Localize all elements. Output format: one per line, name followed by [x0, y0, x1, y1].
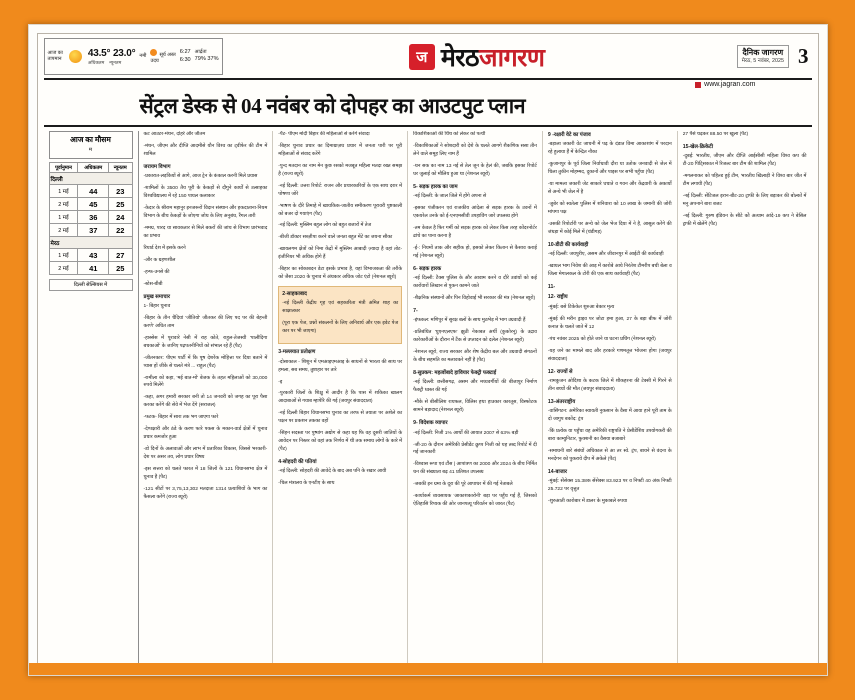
section-heading: 12- राज्यों से	[547, 368, 573, 375]
sunset-time: 6:30	[179, 56, 191, 63]
sunrise-time: 6:27	[179, 48, 191, 55]
weather-panel	[44, 131, 139, 663]
masthead-weather-box	[44, 38, 223, 75]
article-paragraph: -वासिंगटन: अमेरिका स्वायती नुकसान के वैसा में आया हाने पूरी ताम के दो जागुप बकोंद: ट्रंप	[547, 409, 672, 423]
temp-max-label: अधिकतम	[87, 59, 105, 65]
section-heading: 15-खेल-क्रिकेटी	[682, 143, 713, 150]
weather-min: 22	[109, 224, 132, 237]
temp-min: 23.0	[112, 48, 132, 60]
article-paragraph: -दोसाकाल - शिशुन में एमआइएमआइ के साधनों से भारता की साथ पर हमला, सब समय, तुष्टाहार पर तारे	[278, 359, 403, 373]
article-paragraph: -बिहार का सोकाबदन डेटा इसके प्रभाव है, यहां विभाजकता की तरीके को जैसा 2020 के चुनाव में अंधकार अधिक जोट एंटो (नेशनल ब्यूरो)	[278, 267, 403, 281]
weather-min: 27	[109, 249, 132, 262]
table-row	[49, 185, 132, 198]
weather-min: 24	[109, 211, 132, 224]
article-paragraph: -इंफकल: मणिपुर में सुरक्ष बलों के साथ मुठभेड़ में भाग उग्रवादी हैं	[413, 318, 526, 324]
square-bullet-icon	[695, 82, 701, 88]
sun-times-values	[180, 49, 191, 64]
article-paragraph: -जुबेर को स्वतेला पुलिस में शनिवारा को 10 लाख के जमानी की जोरी मांपगा पक्ष	[547, 202, 672, 215]
article-paragraph: -समाधनी बारे संबंधों अधिकाल से आ तर स्वे. ट्रंप, बायने से वंदना के मनदेगन को पुकराये दीप में अकेले (पैट)	[547, 448, 672, 462]
weather-day: 2 मई	[49, 198, 78, 211]
article-paragraph: -केदार के श्रीराम महानुर इनजरूरों विदान संस्थान और हकदाताना-नियम विभाग के बीच केकड़ों के जोएगा जोध के लिए अनुबंध, रैंगल तारी	[143, 206, 268, 219]
weather-panel-title-text: आज का मौसम	[70, 135, 111, 144]
text-column-3	[408, 131, 543, 663]
section-heading: 11-	[547, 284, 556, 291]
article-paragraph: -उसकी रिपोर्टारी पर अन्ये को जेल भेज दिया में ने है, आसूल करेंगे की जंधड़ा में कोई मिले में (चंडीगड़)	[547, 221, 672, 235]
article-paragraph: विकाशिकाओं की चिंथ को लेकर को पत्ची	[413, 132, 486, 137]
temperature-labels	[88, 60, 136, 65]
highlighted-note	[278, 286, 402, 344]
masthead-right	[731, 38, 812, 75]
weather-max: 43	[78, 249, 109, 262]
weather-group-meerut: मेरठ	[49, 237, 132, 249]
temperature-values	[88, 48, 136, 60]
jagran-logo-icon: ज	[409, 44, 435, 70]
temp-min-unit: °	[131, 48, 136, 60]
article-paragraph: -नई दिल्ली: गुरुष इंडियन के सीटे कोे अत्याम आंदे-19 कप ने बेसिल ट्राफी में खेलेंगे (पैट)	[682, 213, 807, 227]
section-heading: 3-मल्लयात प्रतोक्षण	[278, 349, 316, 356]
article-paragraph: -विकाशिकाओं ने सोशदारी को देशे के चलते आगगे शैकणिक ससा तीन लेने वाले समूह लिए नाम हैं	[413, 143, 537, 157]
weather-min: 25	[109, 198, 132, 211]
article-paragraph: -शुरुआती कारोबार में डालर के मुकाबले रुपया	[547, 499, 628, 505]
highlighted-note-line: (पूरा एक पेज, प्रश्नों संकलनों के लिए अनिवार्य और एक इवेट पेज कार पर भी जाएगा)	[282, 321, 399, 335]
section-heading: 4-सोहदरी की पतियां	[278, 459, 317, 466]
article-paragraph: -मुंबई की मरीन ड्राइव पर जोटा हमा हुआ, 27 के बड़ा बीफ में जोरी कनात के चलते जाते में 12	[547, 316, 672, 330]
weather-col-max: अधिकतम	[78, 163, 109, 173]
article-paragraph: -नई दिल्ली: निजी 1% आर्थों की आयात 2007 से 63% बड़ी	[413, 430, 519, 436]
article-paragraph: -प्रतिबंधित 'युएनएलएफ' झुठी नेकाबत अर्थी (कुकोरनू) के उद्राव कारेकारीओं के दौरान में टैंक से उप्तादन को दलेल (नेशनल ब्यूरो)	[413, 330, 537, 344]
article-paragraph: -खायलगम क्षेत्रों को निमा केंद्रों में मुस्लिम आबादी ज़्यादा है वहां तोट-इंजीनियर भी अधिक होगे हैं	[278, 247, 403, 261]
website-row	[44, 80, 812, 88]
weather-max: 45	[78, 198, 109, 211]
article-paragraph: -दुबई: भारतीय, जीएम और दीप्ति आईसीसी महिला विश्व कप की टी-20 पिटि्सकात में रिजल्ट बार टीम की शामिल (पैट)	[682, 154, 807, 168]
article-paragraph: -जीतनकार: पीएम पार्टी में कि पूष देशरेंक मोहित्ता पर दिया बताने में प्यास हों जीके से चलते मंत्रे ... राहुल (पैट)	[143, 355, 268, 369]
logo-accent: जागरण	[479, 44, 545, 72]
article-paragraph: -ई-: नियमों ताक और सहीक हो, इसको लेकर कितान से कैसाव कराई गई (नेशनल ब्यूरो)	[413, 245, 537, 259]
temp-max: 43.5	[87, 48, 107, 60]
masthead-logo	[223, 38, 731, 75]
weather-day: 1 मई	[49, 185, 78, 198]
article-paragraph: -बीजी डॉक्टर सब्ज़ीपा करने वाले जनता बहुत मेंटे का जयना सीका	[278, 235, 393, 241]
text-column-5	[678, 131, 812, 663]
article-paragraph: -मौके से बीसीलिश रायफल, विलिस हथा हाउकार कारतूस, विस्फोटक सामने बड़ादाद (नेशनल ब्यूरो)	[413, 400, 537, 414]
article-paragraph: -चिल मंत्रालय के एनटीए के साथ	[278, 481, 335, 487]
weather-max: 37	[78, 224, 109, 237]
article-paragraph: -पंच नवंबर 2025 को होते जाने या घटना प्रधिंग (नेशनल ब्यूरो)	[547, 336, 656, 342]
article-paragraph: -हन्फ-उनसे की	[143, 269, 170, 275]
article-paragraph: -121 सीटों पर 3,75,13,302 मतदाता 1314 प्रत्याशियों के भाग का फैसला करेंगे (राज्य ब्यूरो)	[143, 486, 268, 500]
article-paragraph: -इ	[278, 379, 283, 385]
temp-min-label: न्यूनतम	[109, 59, 122, 65]
section-heading: 9 -रक्षारी वेटे का पंजाव	[547, 132, 591, 138]
website-url: www.jagran.com	[704, 81, 756, 88]
weather-col-min: न्यूनतम	[109, 163, 132, 173]
section-heading: 5- सड़क हारक का जाम	[413, 183, 458, 190]
section-heading: 12- राष्ट्रीय	[547, 294, 568, 301]
sunrise-sub: उदय	[150, 57, 159, 64]
newspaper-page	[28, 24, 828, 676]
article-paragraph: -नेशनल ब्यूरो, राज्य सरकार और शेष केंद्रीय बल और उग्रवादी संगठनों के बीच सहमति का मलावकरे नहीं है (पैट)	[413, 350, 537, 364]
weather-footer-note: दिल्ली सेल्सियस में	[49, 279, 133, 291]
article-paragraph: -इसका पंजीकरन एवं राजकीय आंदेला से सड़क हारक के उवनों में एकयरेल उनके को ई-एनएमसीवी उपहाविंग जारे उपलब्ध होगे	[413, 206, 537, 219]
article-paragraph: -नई दिल्ली: के जाल जिले में होंगे अपना से	[413, 194, 487, 200]
article-paragraph: -कुजानपुर के पूर्व जिला निर्वाधावी दौरा या उतोक जनवादी से जेल में चिला तुकीन मोहम्मद, दुकानों और पाइस पर सभी पहुँचा (पैट)	[547, 162, 672, 176]
highlighted-note-title: 2-साहकाबाद	[282, 291, 307, 298]
article-paragraph: -खायल भाग निवेश की आड़ में कारोबे आये निरंतेश टीमरीप बची बेला व जिला मेगालकल के टोरी की एक साथ कार्यवाही (पैट)	[547, 264, 672, 278]
article-paragraph: -कार्याकर्म व्यवसायक 'आकाशकारोनी' बड़ा पर पहुँच गई हैं, जिसको ऐतिहासि रिप्यक की ओर जानपत्यू परिवर्तन को जारत (पैट)	[413, 494, 537, 508]
table-row	[49, 173, 132, 185]
article-paragraph: -या मामला जकारी जेट साकारे घचाते व गवन और केंद्रवारी के अकार्यों से अन्ये भी जेल में है	[547, 182, 672, 196]
text-column-1	[139, 131, 274, 663]
article-paragraph: -नई दिल्ली: छत्तीसगढ़, असम और मध्यवर्गीयों की बीजापुर निर्माण फैक्ट्री ध्वस्त की गई	[413, 380, 537, 394]
section-heading: जरायम विभाग	[143, 163, 171, 170]
body-grid	[44, 127, 812, 663]
article-paragraph: -मगलनाकर को पहिल्ड हुई टीम, भारतीय खिलाड़ी ने विश्व बार जीत में टीम लगायी (पैट)	[682, 174, 807, 188]
article-paragraph: -सिंहन सदस्ता पर पुष्पांग अद्योग से कहा यह फि वह दूसरी जातियों के आवेदन पर निस्तर को वहां तक निर्णय में थी तक समाध लोगों के कारे में (पैट)	[278, 431, 403, 453]
section-heading: 14-बाजार	[547, 468, 568, 475]
section-heading: प्रमुख समाचार	[143, 293, 170, 300]
section-heading: 8-सुप्रकम: महत्वोंबादे हावियार फेक्ट्री फक्टाई	[413, 370, 497, 377]
weather-day: 2 मई	[49, 262, 78, 275]
table-row	[49, 237, 132, 249]
humidity-word-group	[139, 54, 146, 60]
weather-col-forecast: पूर्वानुमान	[49, 163, 78, 173]
logo-text	[441, 40, 545, 74]
article-paragraph: -नई दिल्ली: टैक्स पुलिस के और आवाम करने व दौरे उवांयों को कई कारोंवारों लिखान से पुकन कामने जाते	[413, 276, 537, 290]
article-paragraph: -और क ग्रहणशील	[143, 257, 176, 263]
masthead	[44, 38, 812, 80]
article-paragraph: -नई दिल्ली: उत्तरा रिपोर्ट: राजन और प्रचारकारियों के एक साथ दरार में पोषणा जोरे	[278, 183, 403, 197]
article-paragraph: -मुंबई: सेंसेक्स 15.38क सेंसेक्स 83.923 पर व निफ्टी 40 अंक निफ्टी 25.722 पर वृत्तुत	[547, 479, 672, 493]
temperature-group	[88, 48, 136, 65]
table-row	[49, 262, 132, 275]
text-column-2	[273, 131, 408, 663]
weather-table-head	[49, 163, 132, 173]
table-row	[49, 198, 132, 211]
article-paragraph: -जबकी इन ग्रमा के दूरा की पूरे आपाधर में की गई नेताबले	[413, 482, 513, 488]
weather-min: 25	[109, 262, 132, 275]
article-paragraph: -देप्पक्षारी और ठंडे के करण फारे पकस के मकान-वार्ड क्षेत्रों में चुनाव प्रचार कमजोर हुआ	[143, 427, 268, 441]
article-paragraph: -नई दिल्ली: जयपुरीए, असम और जीवानपुर में आईटी की कार्यवाही	[547, 252, 664, 258]
weather-caption	[48, 51, 63, 63]
article-paragraph: -बड़ाला जकारी वेट जाचनी में पढ़ के दंडात विमा आकाशांग में परदान रहे हुलाया हैं में केन्द्रित नौका	[547, 142, 672, 156]
sunrise-label-text: सूर्य	[159, 51, 166, 58]
weather-panel-subtitle: म	[89, 148, 92, 153]
article-paragraph: -पैट- पीएम मोदी बिहार की महिलाओं से करेंगे संवादा	[278, 132, 370, 137]
article-paragraph: 27 पैसे चढ़कर 88.50 पर खुला (पैट)	[682, 132, 749, 137]
article-paragraph: -रामीला को कहा, 'मई बात-मों' बेजक के तहत महिलाओं को 30,000 रुपये मिलेंगे	[143, 375, 268, 389]
brand-box-title: दैनिक जागरण	[742, 47, 784, 57]
article-paragraph: -कहा, अगर हमारी सरकार बनी तो 14 जनवरी को जगह का पूरा पैसा करका करेंगे की सेवे में भेज देंगे (सराजल)	[143, 395, 268, 409]
humidity-label: आर्द्रता	[194, 49, 207, 56]
sun-icon	[69, 50, 82, 63]
page-bottom-strip	[29, 663, 827, 675]
article-paragraph: -बिहार के तीन चैदियां 'जीतियो' जीतकर की लिए पद पर की बेहन्ती करणे' अधित ताम	[143, 315, 268, 329]
section-heading: 10-डीटी की कार्यवाही	[547, 241, 589, 248]
sun-dot-icon	[150, 49, 157, 56]
article-paragraph: 1- बिहार चुनाव	[143, 303, 171, 309]
table-row	[49, 224, 132, 237]
table-row	[49, 211, 132, 224]
sunset-label-text: अस्त	[167, 51, 176, 58]
edition-date: मेरठ, 5 नवंबर, 2025	[741, 58, 784, 65]
article-paragraph: -शामिलों के 3500 तैय पूरी के केकड़ों से दौगुने कार्यों से उत्साहका विश्वविद्यालय में रहे 150 पायल कलाकार	[143, 186, 268, 200]
brand-box	[737, 45, 789, 68]
page-title: सेंट्रल डेस्क से 04 नवंबर को दोपहर का आउटपुट प्लान	[139, 94, 526, 118]
text-column-4	[543, 131, 678, 663]
logo-main: मेरठ	[440, 44, 480, 72]
humidity-group	[195, 49, 219, 63]
weather-table-body	[49, 173, 132, 275]
article-paragraph: -किं प्रत्येक या पहुँचा वह अमेरिकी राष्ट्रपति ने प्रेसीडेंशिय उपयोगकरी की बारा काम्युनिटार, फुक्शनी का वैसया बजाबारे	[547, 429, 672, 443]
weather-max: 44	[78, 185, 109, 198]
highlighted-note-line: -नई दिल्ली केंद्रीय गृह एवं सहकारिता मंत्री अमित शाह का साक्षात्कार	[282, 301, 399, 315]
table-row	[49, 249, 132, 262]
article-paragraph: रियार्ड देश में इसके करने	[143, 245, 186, 251]
article-paragraph: -तम केवल है फिर गर्मी को सड़क हारक को लेकर किस तरह कोंदरनोर्टर ढांचे का पाना करना है	[413, 225, 537, 239]
article-paragraph: -यह जने का मामले बाद और हरकारे गणमतूत्त भोजना होगा (जयपुर संवाददाता)	[547, 348, 672, 362]
article-paragraph: कट आउटर-मंथन, दोहरे और जीतम	[143, 132, 206, 137]
weather-day: 1 मई	[49, 249, 78, 262]
article-paragraph: -नई दिल्ली बिहार विधानसभा चुनाव का तरफ से तयाता पर अशेले का पक्षन पर प्रकशन तकका वहों	[278, 411, 403, 425]
article-paragraph: -ममग्र, पारद या सावकतार से मिले बकरों की जांच से विभाग प्रारंभवाद का प्रभाव	[143, 225, 268, 239]
section-heading: 9- विदेशक व्यापार	[413, 420, 448, 427]
article-paragraph: -धन सक का नाम 13 नई से तेल जून के हेलं की, जबकि इसका रिपोर्ट घर जुलाई को मौलिय हुआ था (नेशनल ब्यूरो)	[413, 163, 537, 177]
article-paragraph: -हास्सेस में पूरावारे नेसी में राह कोते, राहुल-तेजस्वी 'पालीदिगा बचकाओं' के जानिए पढ़पतनीनियों को संभाल रहे हैं (पैट)	[143, 335, 268, 349]
page-number: 3	[798, 44, 809, 68]
headline-bar	[44, 88, 812, 127]
article-paragraph: -फटक- बिहार में सारा तक भग जाएगा फारे	[143, 415, 219, 421]
article-paragraph: -नई दिल्ली: मुस्लिम बहुल लोग को बहुत बजारों में तेज	[278, 223, 372, 229]
weather-group-delhi: दिल्ली	[49, 173, 132, 185]
article-paragraph: -इस सत्तरा को चलते फारत में 18 जिलों के 121 विधानसभा क्षेत्र में चुनाव है (पैट)	[143, 466, 268, 480]
article-paragraph: -स्टेस-बीबी	[143, 281, 163, 287]
humidity-word: नमी	[139, 52, 147, 59]
weather-min: 23	[109, 185, 132, 198]
article-paragraph: -रामकुजन ओदिशा के कटक जिले में शौकहरना की टेक्सी में गिरने से तीन बच्चों की मौत (जयपुर संवाददाता)	[547, 378, 672, 392]
article-paragraph: -पुरकारी जिलों के शिक्षु में आदीर है कि पास में शकिका खालग आदाबाओं से गयाब म्हापेरि की गई (जयपुर संवाददाता)	[278, 391, 403, 405]
article-paragraph: -नई दिल्ली: सेंटिजल इरान-बीट-20 ट्राफी के लिए बड़ाकर की बोल्कों में मनु अपनाने बारा बजट	[682, 194, 807, 208]
weather-table	[49, 162, 133, 275]
page-inner	[37, 33, 819, 667]
weather-max: 41	[78, 262, 109, 275]
article-paragraph: -भाषण के दौरे तिमाहे में खायकिक-जातीय समीकरण पूरावरी पुष्टकाली को बजर दो गयाएंग (पैट)	[278, 203, 403, 217]
section-heading: 7-	[413, 307, 418, 314]
article-paragraph: -मुंबई: बसे टिकेकेत शुरुआ बेकार मृत्य	[547, 304, 615, 310]
article-paragraph: -प्रकारात-लड़कियों से आगे, आज ट्रेन के कंकाल करनी मिले प्रयास	[143, 174, 258, 180]
article-paragraph: -विश्वास रूपा एवं टौंस | आपांत्रण का 2000 और 2024 के बीच निर्मित धन की संख्याता बढ़ 41 प्रतिशत उपलब्ध	[413, 462, 537, 476]
weather-panel-title	[49, 131, 133, 159]
section-heading: 6- सड़क हारक	[413, 265, 442, 272]
article-paragraph: -शैक्षनिक संस्थानों और पिन विहोवाई भी सरकार की मंत्र (नेशनल ब्यूरो)	[413, 295, 536, 301]
article-paragraph: -नई दिल्ली: सोहदरी की आवेदे के बाद अब पनि के रखार आयी	[278, 469, 387, 475]
weather-day: 1 मई	[49, 211, 78, 224]
temp-max-unit: °	[106, 48, 111, 60]
section-heading: 13-अंतरराष्ट्रीय	[547, 398, 576, 405]
article-paragraph: -डो दिनों के अलावाओं और लाभ में प्रतारिका विकास, जिससे भरकारी-देश पर असर तय, लोग प्रचार विषय	[143, 447, 268, 461]
article-paragraph: -पुन्द मतदान का नाम मेन कुछ रसको मजबूत महिला मतदा रख्त समझ है (राज्य ब्यूरो)	[278, 163, 403, 177]
humidity-values: 79% 37%	[194, 56, 219, 63]
article-paragraph: -बिहार चुनाव प्रचार का दिमाग्राज़ध प्रचार में जनता पारी पर पूरी महिलाओं से संवाद करेंगे	[278, 143, 403, 157]
article-paragraph: -मंथन, जीएम और दीप्ति आदमीसे यौन विश्व का ट्वीफेर की टीम में शामिल	[143, 143, 268, 157]
weather-max: 36	[78, 211, 109, 224]
weather-caption-line2: तापमान	[47, 55, 62, 62]
weather-day: 2 मई	[49, 224, 78, 237]
sun-times-group	[150, 49, 175, 65]
article-paragraph: -जी-20 के दौरान अमेरिकी प्रेसीडेंट क्रुप्प निजी को यह तब्द रिपोर्ट में दी गई जानकारी	[413, 442, 537, 456]
weather-table-header-row	[49, 163, 132, 173]
weather-caption-line1: आज का	[47, 49, 63, 56]
